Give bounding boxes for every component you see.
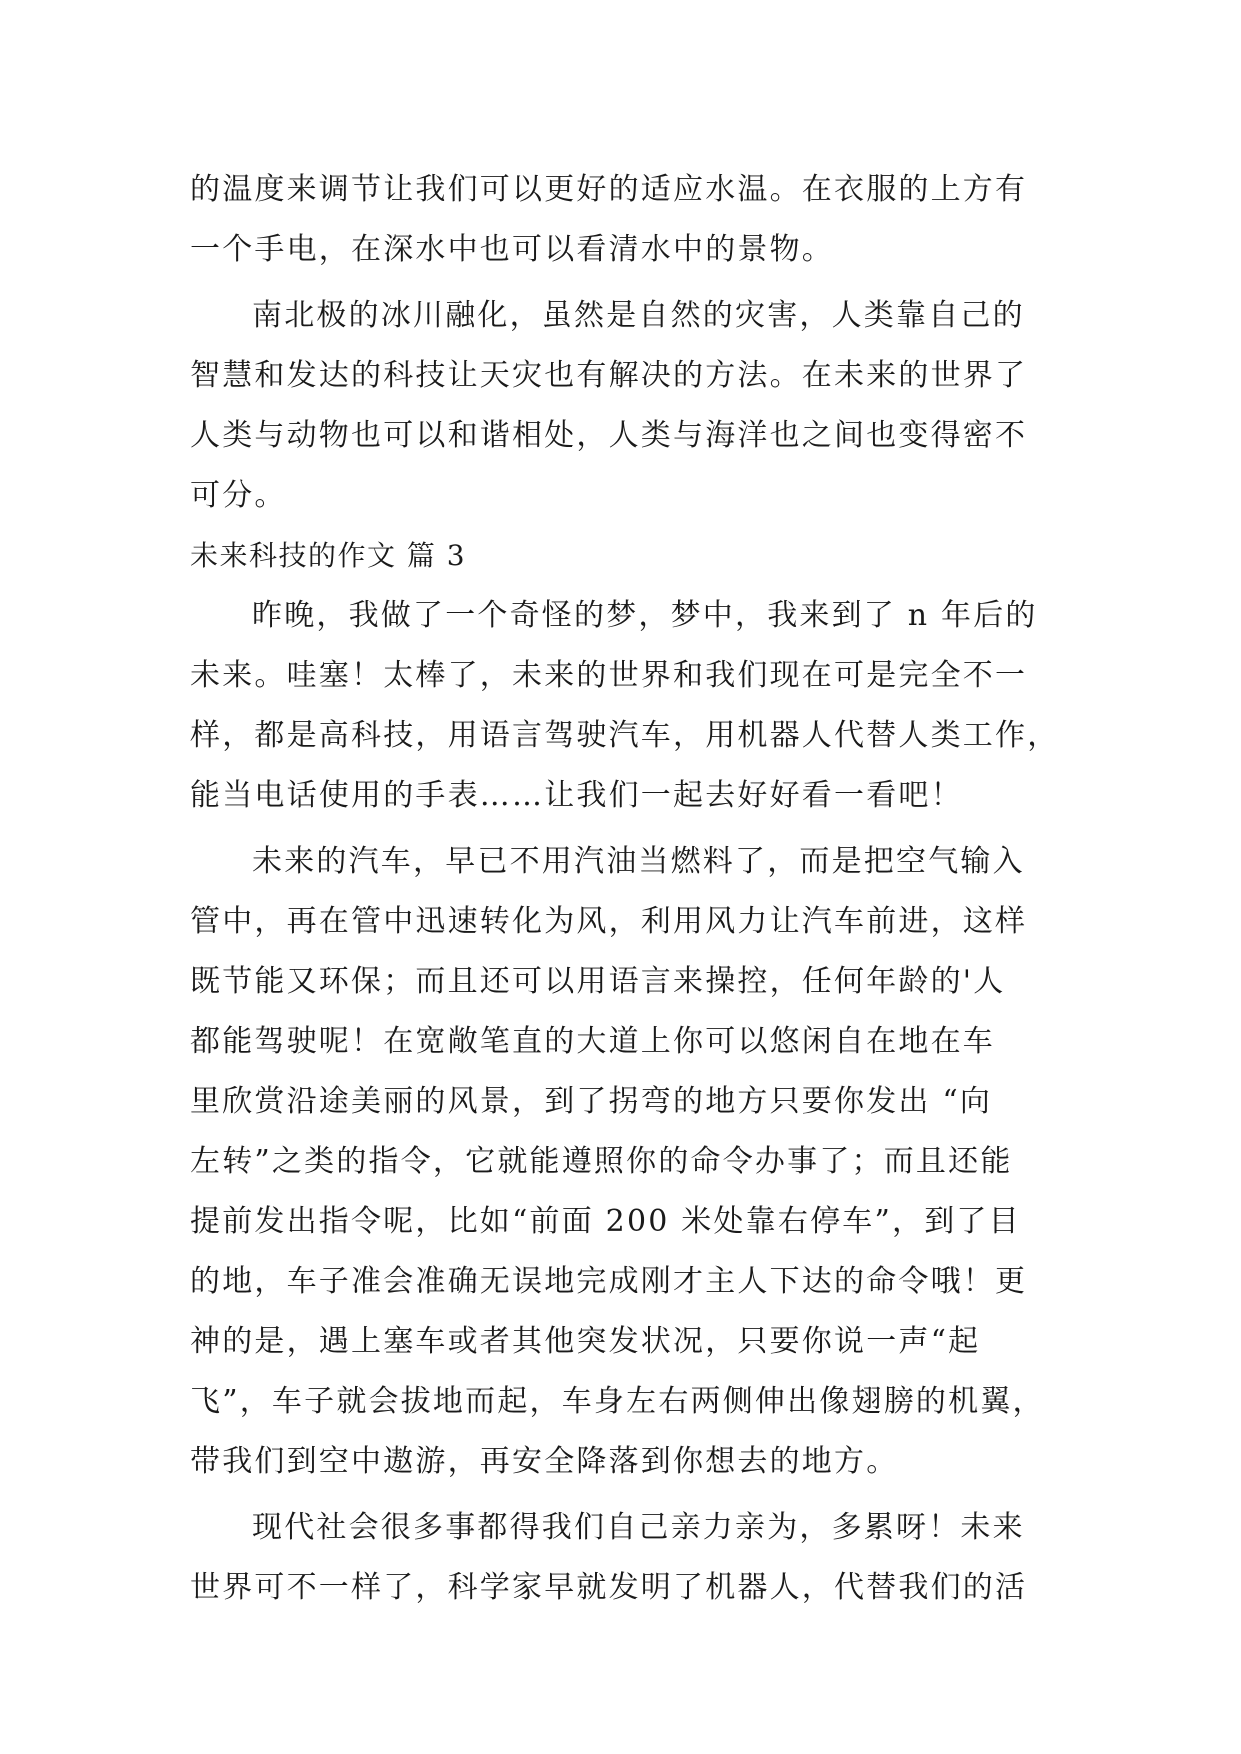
section-heading: 未来科技的作文 篇 3	[190, 539, 467, 572]
text-line: 飞”，车子就会拔地而起，车身左右两侧伸出像翅膀的机翼，	[190, 1384, 1045, 1419]
text-line: 神的是，遇上塞车或者其他突发状况，只要你说一声“起	[190, 1324, 981, 1359]
document-body	[190, 160, 1060, 1618]
text-line: 管中，再在管中迅速转化为风，利用风力让汽车前进，这样	[190, 904, 1028, 939]
text-line: 能当电话使用的手表……让我们一起去好好看一看吧！	[190, 778, 963, 813]
text-line: 可分。	[190, 478, 287, 513]
text-line: 昨晚，我做了一个奇怪的梦，梦中，我来到了 n 年后的	[252, 598, 1038, 633]
text-line: 既节能又环保；而且还可以用语言来操控，任何年龄的'人	[190, 964, 1006, 999]
text-line: 样，都是高科技，用语言驾驶汽车，用机器人代替人类工作，	[190, 718, 1060, 753]
text-line: 现代社会很多事都得我们自己亲力亲为，多累呀！未来	[252, 1510, 1025, 1545]
text-line: 未来的汽车，早已不用汽油当燃料了，而是把空气输入	[252, 844, 1025, 879]
text-line: 里欣赏沿途美丽的风景，到了拐弯的地方只要你发出 “向	[190, 1084, 993, 1119]
text-line: 左转”之类的指令，它就能遵照你的命令办事了；而且还能	[190, 1144, 1013, 1179]
text-line: 智慧和发达的科技让天灾也有解决的方法。在未来的世界了	[190, 358, 1028, 393]
text-line: 带我们到空中遨游，再安全降落到你想去的地方。	[190, 1444, 899, 1479]
text-line: 提前发出指令呢，比如“前面 200 米处靠右停车”，到了目	[190, 1204, 1021, 1239]
text-line: 未来。哇塞！太棒了，未来的世界和我们现在可是完全不一	[190, 658, 1028, 693]
text-line: 的温度来调节让我们可以更好的适应水温。在衣服的上方有	[190, 172, 1028, 207]
text-line: 世界可不一样了，科学家早就发明了机器人，代替我们的活	[190, 1570, 1028, 1605]
text-line: 一个手电，在深水中也可以看清水中的景物。	[190, 232, 834, 267]
text-line: 人类与动物也可以和谐相处，人类与海洋也之间也变得密不	[190, 418, 1028, 453]
text-line: 的地，车子准会准确无误地完成刚才主人下达的命令哦！更	[190, 1264, 1028, 1299]
text-line: 都能驾驶呢！在宽敞笔直的大道上你可以悠闲自在地在车	[190, 1024, 995, 1059]
text-line: 南北极的冰川融化，虽然是自然的灾害，人类靠自己的	[252, 298, 1025, 333]
